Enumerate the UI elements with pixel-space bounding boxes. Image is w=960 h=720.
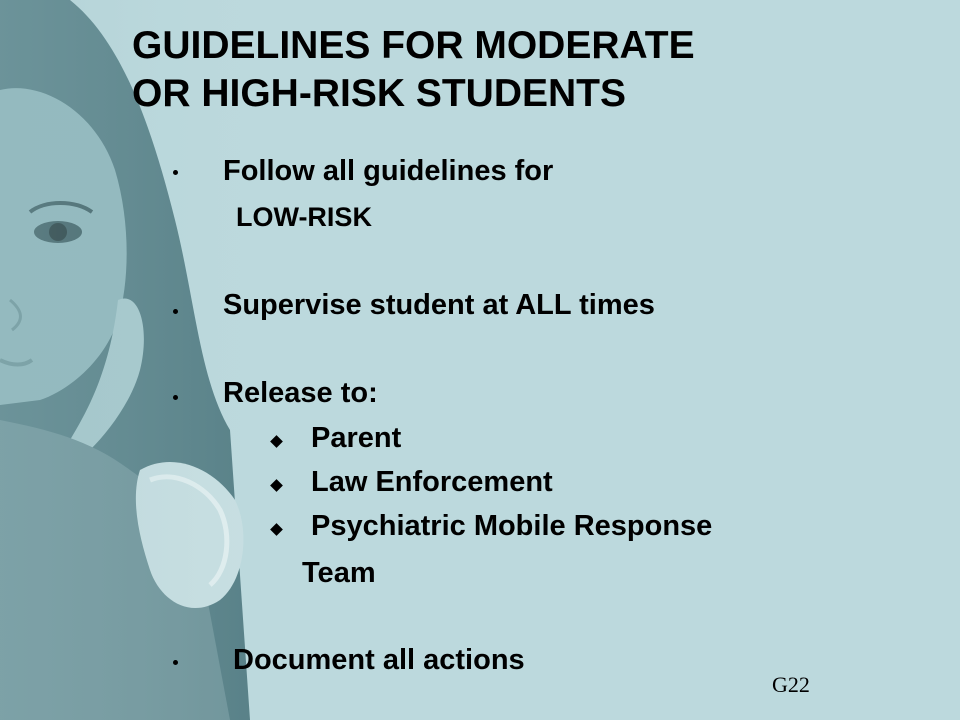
- release-option-psychiatric-continuation: Team: [302, 557, 376, 589]
- bullet-dot-icon: [173, 660, 178, 665]
- title-line-1: GUIDELINES FOR MODERATE: [132, 24, 695, 67]
- release-option-parent: Parent: [311, 422, 402, 454]
- bullet-item-follow-guidelines: Follow all guidelines for: [223, 155, 554, 187]
- bullet-item-supervise: Supervise student at ALL times: [223, 289, 655, 321]
- slide-title: [132, 22, 695, 118]
- bullet-dot-icon: [173, 170, 178, 175]
- bullet-item-release-to: Release to:: [223, 377, 378, 409]
- title-line-2: OR HIGH-RISK STUDENTS: [132, 72, 627, 115]
- bullet-item-document: Document all actions: [233, 644, 525, 676]
- bullet-dot-icon: [173, 395, 178, 400]
- bullet-dot-icon: [173, 309, 178, 314]
- release-option-psychiatric: Psychiatric Mobile Response: [311, 510, 713, 542]
- release-option-law-enforcement: Law Enforcement: [311, 466, 553, 498]
- slide-number: G22: [772, 672, 810, 697]
- bullet-item-low-risk: LOW-RISK: [236, 202, 372, 232]
